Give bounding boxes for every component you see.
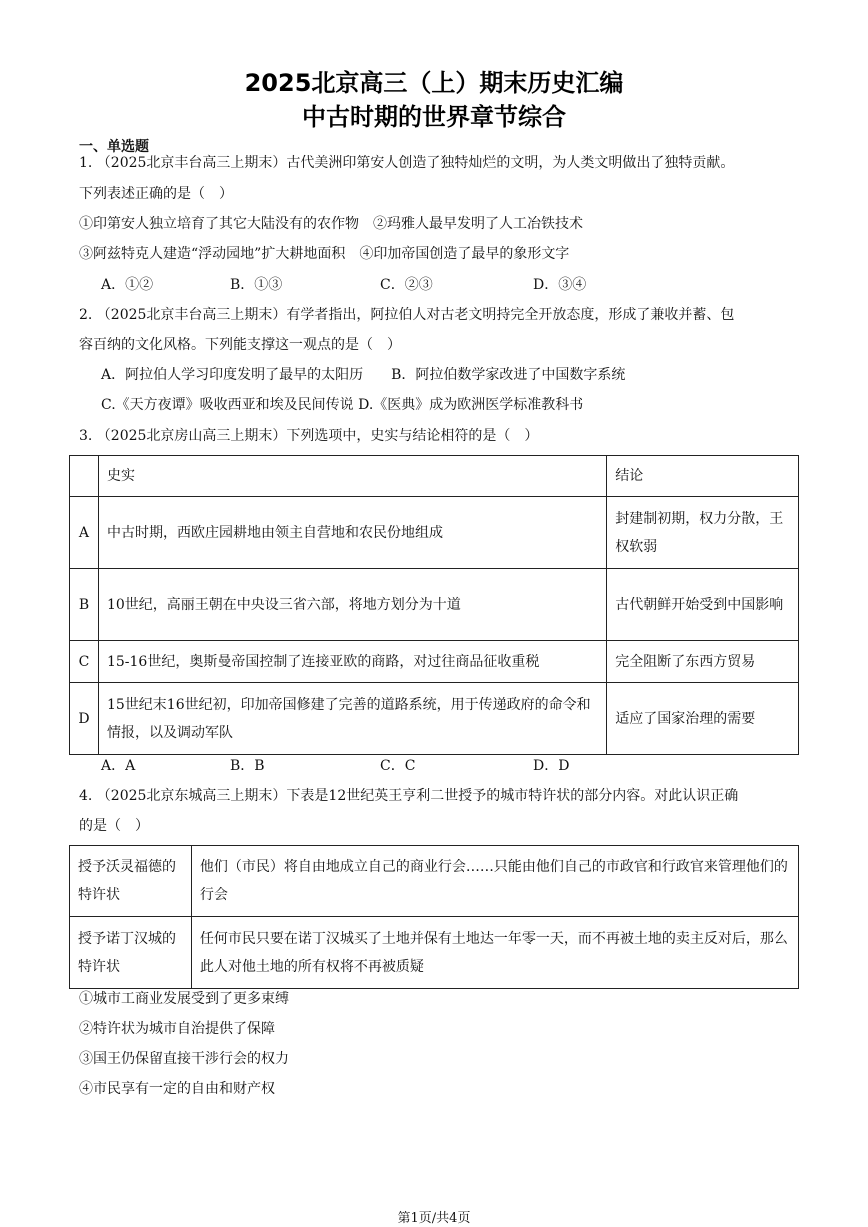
q1-stem-line1: 1. （2025北京丰台高三上期末）古代美洲印第安人创造了独特灿烂的文明，为人类文明做出了独特贡献。 xyxy=(79,155,735,171)
page-title: 2025北京高三（上）期末历史汇编 xyxy=(244,69,624,97)
q2-stem-line1: 2. （2025北京丰台高三上期末）有学者指出，阿拉伯人对古老文明持完全开放态度，形成了兼收并蓄、包 xyxy=(79,307,735,323)
table-header-fact: 史实 xyxy=(98,456,606,497)
q4-statement-3: ③国王仍保留直接干涉行会的权力 xyxy=(79,1051,289,1067)
row-label: C xyxy=(70,641,99,683)
row-label: B xyxy=(70,569,99,641)
q1-option-a: A．①② xyxy=(101,277,154,293)
row-conclusion: 古代朝鲜开始受到中国影响 xyxy=(607,569,799,641)
q2-stem-line2: 容百纳的文化风格。下列能支撑这一观点的是（ ） xyxy=(79,337,401,353)
q1-stem-line2: 下列表述正确的是（ ） xyxy=(79,186,233,202)
table-row xyxy=(70,569,799,641)
q3-option-b: B．B xyxy=(230,758,265,774)
page-number: 第1页/共4页 xyxy=(397,1211,471,1226)
q1-statement-1: ①印第安人独立培育了其它大陆没有的农作物 ②玛雅人最早发明了人工冶铁技术 xyxy=(79,216,583,232)
table-row xyxy=(70,683,799,755)
row-fact: 10世纪，高丽王朝在中央设三省六部，将地方划分为十道 xyxy=(98,569,606,641)
q1-statement-2: ③阿兹特克人建造“浮动园地”扩大耕地面积 ④印加帝国创造了最早的象形文字 xyxy=(79,246,570,262)
section-heading: 一、单选题 xyxy=(79,139,149,155)
row-label: D xyxy=(70,683,99,755)
row-conclusion: 完全阻断了东西方贸易 xyxy=(607,641,799,683)
row-label: A xyxy=(70,497,99,569)
q1-option-b: B．①③ xyxy=(230,277,283,293)
q4-statement-2: ②特许状为城市自治提供了保障 xyxy=(79,1021,275,1037)
q3-option-c: C．C xyxy=(380,758,416,774)
charter-content: 任何市民只要在诺丁汉城买了土地并保有土地达一年零一天，而不再被土地的卖主反对后，那么此人对他土地的所有权将不再被质疑 xyxy=(191,917,798,989)
q3-option-d: D．D xyxy=(533,758,570,774)
row-fact: 中古时期，西欧庄园耕地由领主自营地和农民份地组成 xyxy=(98,497,606,569)
q1-option-d: D．③④ xyxy=(533,277,587,293)
q4-stem-line1: 4. （2025北京东城高三上期末）下表是12世纪英王亨利二世授予的城市特许状的部分内容。对此认识正确 xyxy=(79,788,739,804)
q2-options-cd: C.《天方夜谭》吸收西亚和埃及民间传说 D.《医典》成为欧洲医学标准教科书 xyxy=(101,397,584,413)
table-header-conclusion: 结论 xyxy=(607,456,799,497)
q1-option-c: C．②③ xyxy=(380,277,433,293)
q4-stem-line2: 的是（ ） xyxy=(79,818,149,834)
charter-name: 授予诺丁汉城的特许状 xyxy=(70,917,192,989)
page-subtitle: 中古时期的世界章节综合 xyxy=(302,103,566,131)
table-header-row xyxy=(70,456,799,497)
row-fact: 15世纪末16世纪初，印加帝国修建了完善的道路系统，用于传递政府的命令和情报，以及调动军队 xyxy=(98,683,606,755)
q4-statement-1: ①城市工商业发展受到了更多束缚 xyxy=(79,991,289,1007)
q4-table xyxy=(69,845,799,989)
row-conclusion: 封建制初期，权力分散，王权软弱 xyxy=(607,497,799,569)
row-fact: 15-16世纪，奥斯曼帝国控制了连接亚欧的商路，对过往商品征收重税 xyxy=(98,641,606,683)
table-row xyxy=(70,846,799,917)
q4-statement-4: ④市民享有一定的自由和财产权 xyxy=(79,1081,275,1097)
table-row xyxy=(70,497,799,569)
charter-name: 授予沃灵福德的特许状 xyxy=(70,846,192,917)
row-conclusion: 适应了国家治理的需要 xyxy=(607,683,799,755)
table-row xyxy=(70,641,799,683)
table-row xyxy=(70,917,799,989)
q2-options-ab: A．阿拉伯人学习印度发明了最早的太阳历 B．阿拉伯数学家改进了中国数字系统 xyxy=(101,367,626,383)
q3-table xyxy=(69,455,799,755)
q3-stem: 3. （2025北京房山高三上期末）下列选项中，史实与结论相符的是（ ） xyxy=(79,428,539,444)
q3-option-a: A．A xyxy=(101,758,136,774)
charter-content: 他们（市民）将自由地成立自己的商业行会……只能由他们自己的市政官和行政官来管理他们的行会 xyxy=(191,846,798,917)
